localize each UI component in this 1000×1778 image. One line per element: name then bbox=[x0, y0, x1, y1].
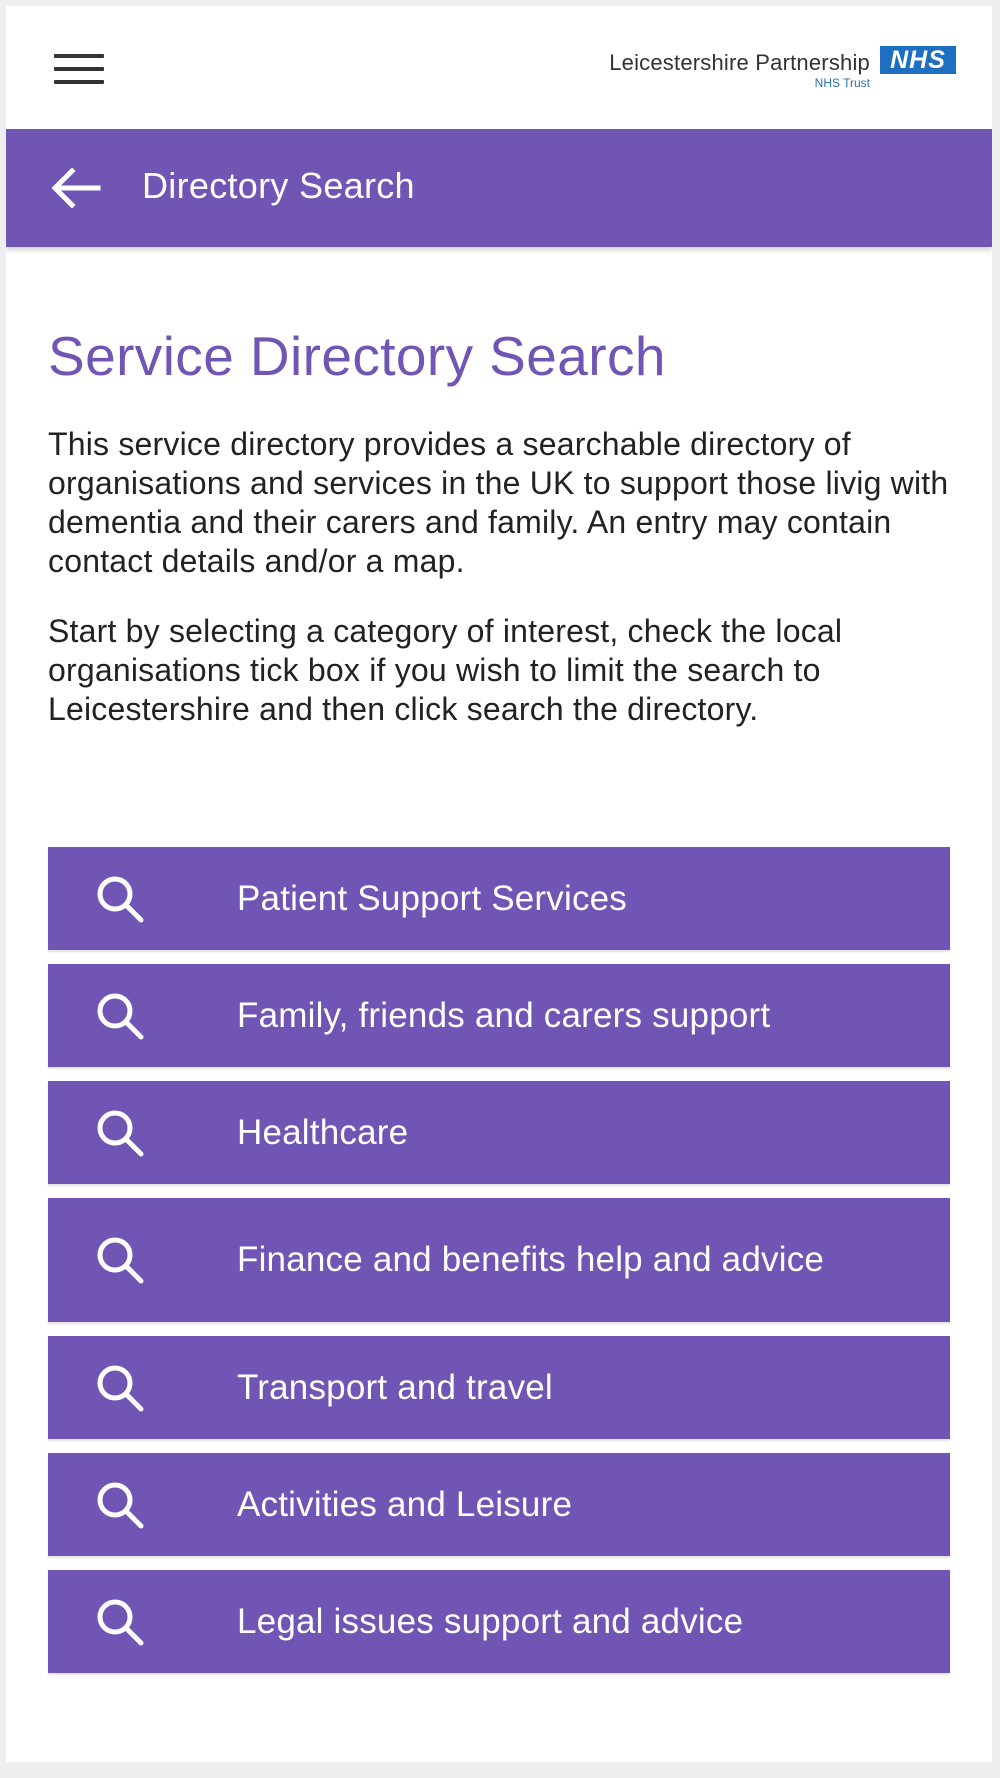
category-label: Family, friends and carers support bbox=[237, 995, 771, 1035]
category-list bbox=[48, 847, 950, 1687]
nhs-trust-logo bbox=[536, 42, 956, 92]
app-screen bbox=[6, 6, 992, 1762]
hamburger-menu-icon[interactable] bbox=[54, 52, 104, 86]
logo-trust-label: NHS Trust bbox=[814, 76, 870, 90]
category-label: Transport and travel bbox=[237, 1367, 553, 1407]
category-button-finance-benefits[interactable] bbox=[48, 1198, 950, 1322]
category-label: Finance and benefits help and advice bbox=[237, 1240, 825, 1279]
arrow-left-icon bbox=[48, 165, 104, 211]
back-button[interactable] bbox=[48, 165, 104, 211]
search-icon bbox=[94, 873, 146, 925]
nhs-badge: NHS bbox=[880, 46, 956, 74]
category-label: Activities and Leisure bbox=[237, 1484, 573, 1524]
search-icon bbox=[94, 1596, 146, 1648]
category-label: Healthcare bbox=[237, 1112, 409, 1152]
logo-name: Leicestershire Partnership bbox=[609, 50, 870, 75]
category-button-legal-issues[interactable] bbox=[48, 1570, 950, 1673]
search-icon bbox=[94, 990, 146, 1042]
title-bar-title: Directory Search bbox=[142, 165, 415, 206]
search-icon bbox=[94, 1107, 146, 1159]
top-header bbox=[6, 6, 992, 129]
category-button-healthcare[interactable] bbox=[48, 1081, 950, 1184]
search-icon bbox=[94, 1362, 146, 1414]
intro-text: This service directory provides a searchable directory of organisations and services in the UK to support those livig with dementia and their carers and family. An entry may contain contact details and/or a map. bbox=[48, 426, 949, 579]
category-button-transport-travel[interactable] bbox=[48, 1336, 950, 1439]
instructions-text: Start by selecting a category of interest, check the local organisations tick box if you wish to limit the search to Leicestershire and then click search the directory. bbox=[48, 613, 843, 727]
main-content bbox=[48, 247, 954, 729]
page-title: Service Directory Search bbox=[48, 325, 666, 387]
category-button-patient-support-services[interactable] bbox=[48, 847, 950, 950]
search-icon bbox=[94, 1479, 146, 1531]
category-label: Patient Support Services bbox=[237, 878, 628, 918]
search-icon bbox=[94, 1234, 146, 1286]
category-button-family-friends-carers[interactable] bbox=[48, 964, 950, 1067]
category-label: Legal issues support and advice bbox=[237, 1601, 744, 1641]
title-bar bbox=[6, 129, 992, 247]
category-button-activities-leisure[interactable] bbox=[48, 1453, 950, 1556]
